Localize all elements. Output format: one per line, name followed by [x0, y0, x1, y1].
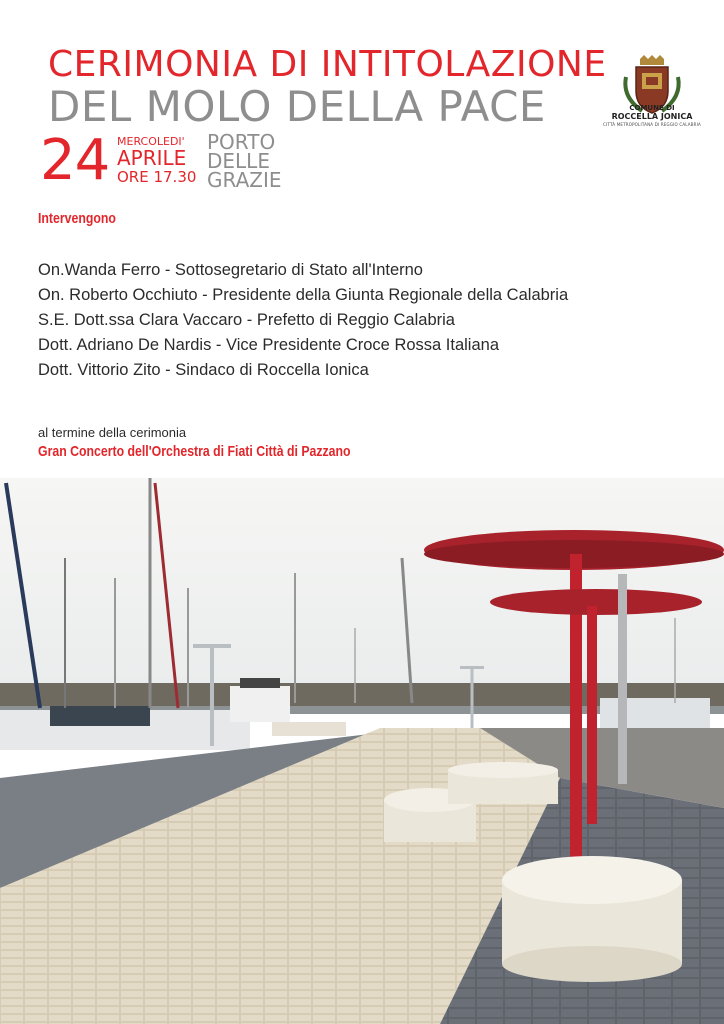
- event-place-line-1: PORTO: [207, 130, 276, 154]
- speakers-heading: Intervengono: [38, 210, 116, 227]
- closing-intro: al termine della cerimonia: [38, 425, 187, 440]
- event-place-line-3: GRAZIE: [207, 168, 282, 192]
- logo-line-3: CITTÀ METROPOLITANA DI REGGIO CALABRIA: [603, 122, 701, 127]
- speakers-list: [38, 258, 568, 383]
- logo-line-2: ROCCELLA JONICA: [611, 112, 693, 121]
- speaker-item: S.E. Dott.ssa Clara Vaccaro - Prefetto di Reggio Calabria: [38, 311, 455, 329]
- title-line-1: CERIMONIA DI INTITOLAZIONE: [48, 44, 607, 85]
- speaker-item: On.Wanda Ferro - Sottosegretario di Stato all'Interno: [38, 261, 423, 279]
- speaker-item: Dott. Vittorio Zito - Sindaco di Roccella Ionica: [38, 361, 369, 379]
- concert-title: Gran Concerto dell'Orchestra di Fiati Città di Pazzano: [38, 443, 351, 460]
- event-place-line-2: DELLE: [207, 149, 270, 173]
- event-month: APRILE: [117, 146, 187, 170]
- logo-line-1: COMUNE DI: [629, 104, 675, 112]
- title-line-2: DEL MOLO DELLA PACE: [48, 82, 546, 131]
- event-weekday: MERCOLEDI': [117, 135, 185, 148]
- speaker-item: Dott. Adriano De Nardis - Vice Presidente Croce Rossa Italiana: [38, 336, 500, 354]
- event-day-number: 24: [40, 128, 110, 193]
- event-place: [207, 130, 282, 192]
- speaker-item: On. Roberto Occhiuto - Presidente della Giunta Regionale della Calabria: [38, 286, 569, 304]
- event-time: ORE 17.30: [117, 168, 197, 186]
- harbor-pier-photo: [0, 478, 724, 1024]
- event-date-details: [117, 136, 196, 186]
